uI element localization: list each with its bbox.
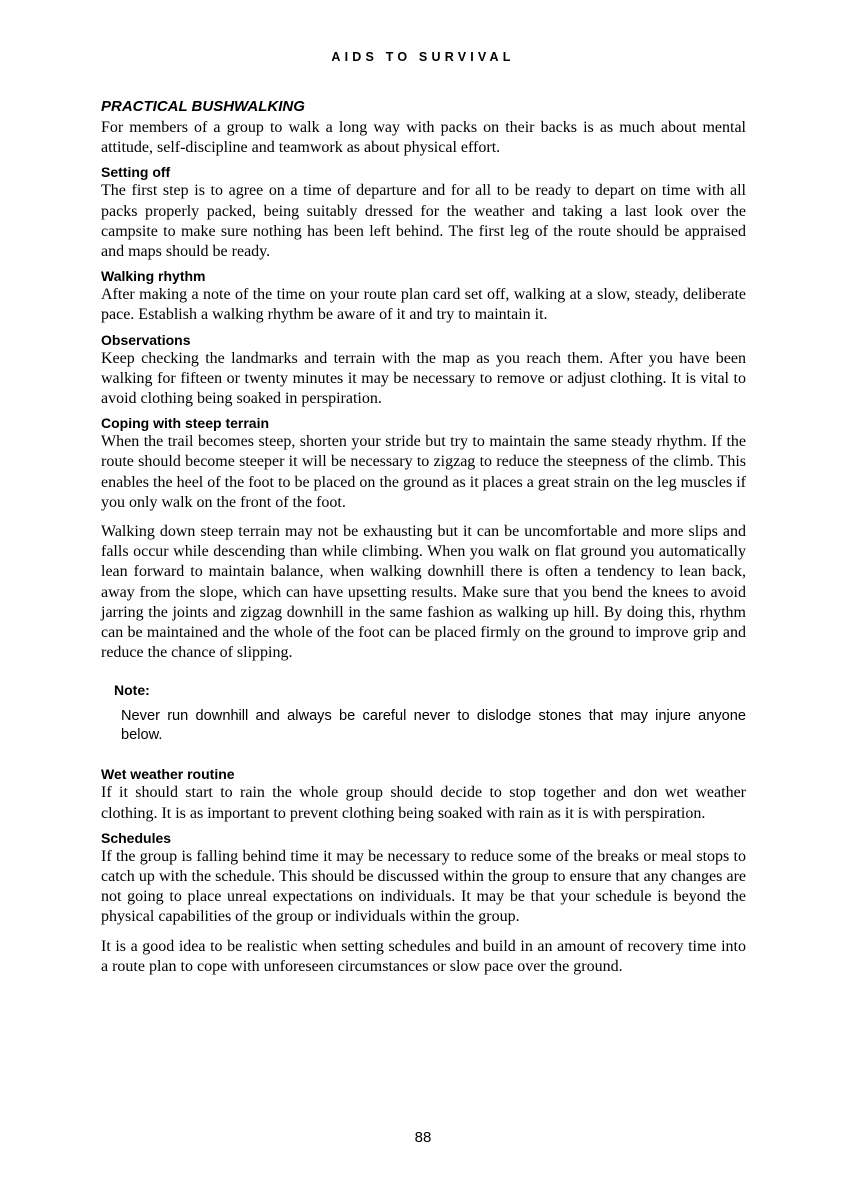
setting-off-paragraph: The first step is to agree on a time of departure and for all to be ready to depart on time with all packs properly packed, being suitably dressed for the weather and taking a last look over the campsite to make sure nothing has been left behind. The first leg of the route should be appraised and maps should be ready. — [101, 182, 746, 261]
heading-setting-off: Setting off — [101, 164, 171, 181]
heading-walking-rhythm: Walking rhythm — [101, 268, 206, 285]
schedules-paragraph-1: If the group is falling behind time it may be necessary to reduce some of the breaks or meal stops to catch up with the schedule. This should be discussed within the group to ensure that any changes are not going to place unreal expectations on individuals. It may be that your schedule is beyond the physical capabilities of the group or individuals within the group. — [101, 847, 746, 926]
page-number: 88 — [414, 1129, 432, 1146]
intro-paragraph: For members of a group to walk a long way with packs on their backs is as much about mental attitude, self-discipline and teamwork as about physical effort. — [101, 119, 746, 157]
wet-weather-paragraph: If it should start to rain the whole group should decide to stop together and don wet weather clothing. It is as important to prevent clothing being soaked with rain as it is with perspiration. — [101, 784, 746, 822]
heading-observations: Observations — [101, 331, 191, 348]
note-box — [114, 681, 746, 745]
steep-terrain-paragraph-1: When the trail becomes steep, shorten your stride but try to maintain the same steady rhythm. If the route should become steeper it will be necessary to zigzag to reduce the steepness of the climb. This enables the heel of the foot to be placed on the ground as it places a great strain on the leg muscles if you only walk on the front of the foot. — [101, 433, 746, 511]
heading-steep-terrain: Coping with steep terrain — [101, 415, 270, 432]
observations-paragraph: Keep checking the landmarks and terrain with the map as you reach them. After you have been walking for fifteen or twenty minutes it may be necessary to remove or adjust clothing. It is vital to avoid clothing being soaked in perspiration. — [101, 349, 746, 408]
section-title: PRACTICAL BUSHWALKING — [101, 98, 305, 115]
heading-schedules: Schedules — [101, 829, 172, 846]
schedules-paragraph-2: It is a good idea to be realistic when setting schedules and build in an amount of recovery time into a route plan to cope with unforeseen circumstances or slow pace over the ground. — [101, 937, 746, 975]
page-body — [101, 97, 746, 977]
steep-terrain-paragraph-2: Walking down steep terrain may not be exhausting but it can be uncomfortable and more slips and falls occur while descending than while climbing. When you walk on flat ground you automatically lean forward to maintain balance, when walking downhill there is often a tendency to lean back, away from the slope, which can have upsetting results. Make sure that you bend the knees to avoid jarring the joints and zigzag downhill in the same fashion as walking up hill. By doing this, rhythm can be maintained and the whole of the foot can be placed firmly on the ground to improve grip and reduce the chance of slipping. — [101, 523, 746, 662]
note-label: Note: — [114, 682, 150, 699]
walking-rhythm-paragraph: After making a note of the time on your route plan card set off, walking at a slow, steady, deliberate pace. Establish a walking rhythm be aware of it and try to maintain it. — [101, 286, 746, 324]
heading-wet-weather: Wet weather routine — [101, 766, 235, 783]
running-head: AIDS TO SURVIVAL — [331, 50, 515, 64]
note-text: Never run downhill and always be careful never to dislodge stones that may injure anyone below. — [121, 708, 746, 744]
